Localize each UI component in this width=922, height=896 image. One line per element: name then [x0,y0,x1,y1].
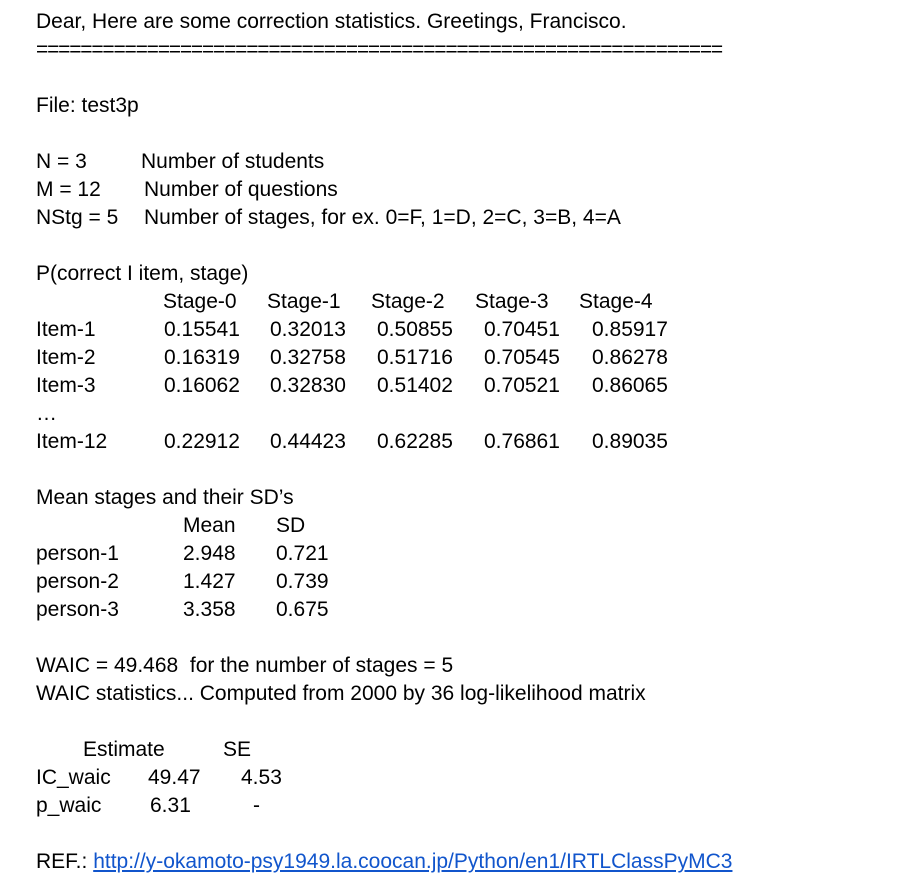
param-key: NStg = 5 [36,206,119,229]
mean-col-header: SD [276,514,306,537]
prob-cell: 0.62285 [377,430,453,453]
prob-cell: 0.70521 [484,374,560,397]
prob-cell: 0.70545 [484,346,560,369]
prob-cell: 0.51716 [377,346,453,369]
prob-cell: 0.16062 [164,374,240,397]
ic-row-label: p_waic [36,794,102,817]
mean-table-title: Mean stages and their SD’s [36,486,294,509]
mean-col-header: Mean [183,514,236,537]
mean-row-label: person-3 [36,598,119,621]
param-key: N = 3 [36,150,87,173]
ic-col-header: Estimate [83,738,165,761]
mean-cell: 1.427 [183,570,236,593]
ic-cell: - [253,794,260,817]
prob-col-header: Stage-4 [579,290,653,313]
prob-cell: 0.32830 [270,374,346,397]
prob-cell: 0.51402 [377,374,453,397]
prob-table-title: P(correct I item, stage) [36,262,249,285]
ic-col-header: SE [223,738,252,761]
prob-cell: 0.86278 [592,346,668,369]
mean-cell: 3.358 [183,598,236,621]
prob-row-label: Item-12 [36,430,108,453]
prob-cell: 0.32013 [270,318,346,341]
prob-cell: 0.32758 [270,346,346,369]
prob-row-label: Item-2 [36,346,96,369]
prob-cell: 0.44423 [270,430,346,453]
param-desc: Number of questions [144,178,338,201]
prob-col-header: Stage-3 [475,290,549,313]
ic-cell: 49.47 [148,766,201,789]
prob-cell: 0.16319 [164,346,240,369]
reference-label: REF.: [36,850,94,873]
mean-cell: 0.739 [276,570,329,593]
prob-row-label: Item-3 [36,374,96,397]
ic-cell: 4.53 [241,766,282,789]
prob-cell: 0.85917 [592,318,668,341]
prob-row-label: Item-1 [36,318,96,341]
mean-cell: 0.721 [276,542,329,565]
prob-col-header: Stage-2 [371,290,445,313]
mean-cell: 0.675 [276,598,329,621]
mean-row-label: person-2 [36,570,119,593]
prob-col-header: Stage-0 [163,290,237,313]
ic-row-label: IC_waic [36,766,111,789]
prob-ellipsis: … [36,402,57,425]
prob-cell: 0.15541 [164,318,240,341]
prob-cell: 0.86065 [592,374,668,397]
param-key: M = 12 [36,178,101,201]
separator-line: ============================================================== [36,38,722,61]
waic-line: WAIC = 49.468 for the number of stages = 5 [36,654,454,677]
reference-line [36,848,732,876]
prob-cell: 0.76861 [484,430,560,453]
prob-cell: 0.89035 [592,430,668,453]
reference-link[interactable]: http://y-okamoto-psy1949.la.coocan.jp/Python/en1/IRTLClassPyMC3 [93,850,733,873]
greeting-line: Dear, Here are some correction statistics. Greetings, Francisco. [36,10,627,33]
param-desc: Number of stages, for ex. 0=F, 1=D, 2=C, 3=B, 4=A [144,206,621,229]
waic-stats-line: WAIC statistics... Computed from 2000 by 36 log-likelihood matrix [36,682,646,705]
ic-cell: 6.31 [150,794,191,817]
mean-row-label: person-1 [36,542,119,565]
prob-col-header: Stage-1 [267,290,341,313]
param-desc: Number of students [141,150,325,173]
file-line: File: test3p [36,94,139,117]
prob-cell: 0.22912 [164,430,240,453]
prob-cell: 0.50855 [377,318,453,341]
mean-cell: 2.948 [183,542,236,565]
prob-cell: 0.70451 [484,318,560,341]
